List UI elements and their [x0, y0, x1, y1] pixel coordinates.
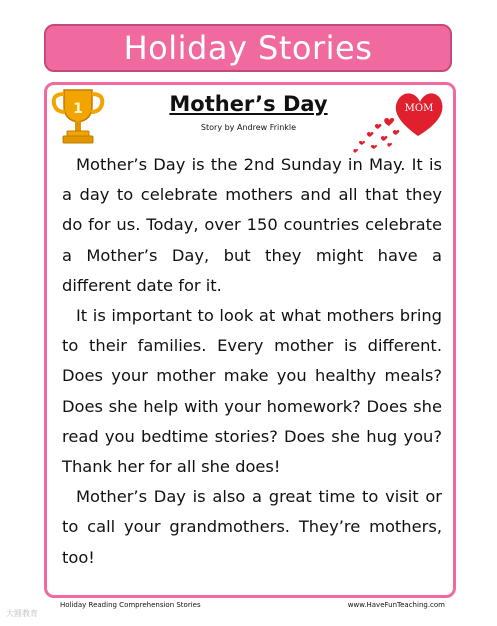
- story-title: Mother’s Day: [169, 92, 328, 116]
- footer-website: www.HaveFunTeaching.com: [347, 601, 445, 609]
- story-paragraph: Mother’s Day is also a great time to visit or to call your grandmothers. They’re mothers, too!: [62, 487, 442, 567]
- story-paragraph: It is important to look at what mothers bring to their families. Every mother is different. Does your mother make you healthy meals? Does she help with your homework? Does she read you bedtime stories? Does she hug you? Thank her for all she does!: [62, 306, 442, 477]
- watermark: 大圆教育: [6, 609, 38, 618]
- footer-series-label: Holiday Reading Comprehension Stories: [60, 601, 201, 609]
- story-paragraph: Mother’s Day is the 2nd Sunday in May. It is a day to celebrate mothers and all that they do for us. Today, over 150 countries celebrate a Mother’s Day, but they might have a different date for it.: [62, 155, 442, 295]
- page-banner: [44, 24, 452, 72]
- story-byline: Story by Andrew Frinkle: [200, 123, 297, 132]
- story-body: [62, 150, 442, 573]
- heart-label: MOM: [404, 103, 434, 114]
- banner-title: Holiday Stories: [123, 29, 373, 67]
- svg-text:1: 1: [73, 101, 83, 117]
